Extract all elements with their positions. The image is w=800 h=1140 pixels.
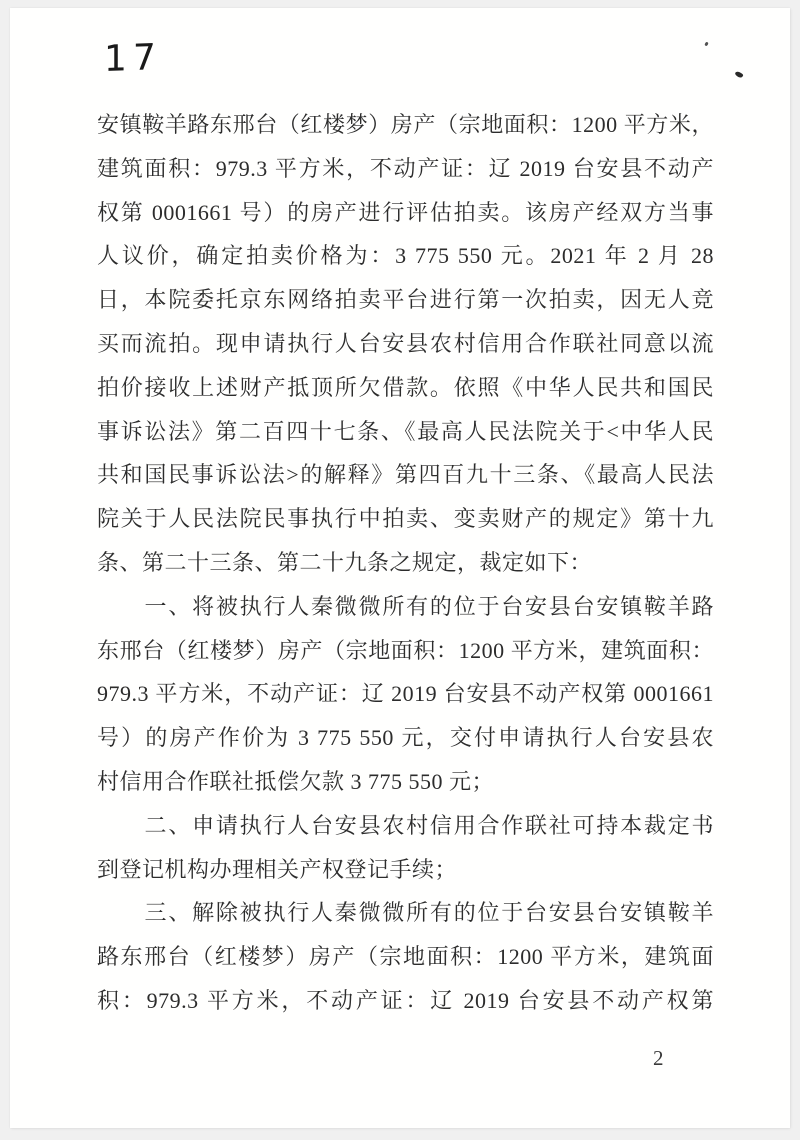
text-line: 安镇鞍羊路东邢台（红楼梦）房产（宗地面积：1200 平方米，: [97, 112, 714, 137]
text-line: 买而流拍。现申请执行人台安县农村信用合作联社同意以流: [97, 330, 714, 356]
text-line: 共和国民事诉讼法>的解释》第四百九十三条、《最高人民法: [97, 462, 714, 488]
text-line: 到登记机构办理相关产权登记手续；: [97, 856, 458, 882]
scan-speck-dot: [704, 42, 709, 47]
text-line: 条、第二十三条、第二十九条之规定，裁定如下：: [97, 549, 593, 575]
page-number: 2: [653, 1046, 665, 1070]
scan-speck-mark: [734, 70, 743, 79]
text-line: 东邢台（红楼梦）房产（宗地面积：1200 平方米，建筑面积：: [97, 637, 714, 663]
text-line: 院关于人民法院民事执行中拍卖、变卖财产的规定》第十九: [97, 506, 714, 532]
text-line: 建筑面积：979.3 平方米，不动产证：辽 2019 台安县不动产: [97, 155, 714, 181]
document-page: [10, 8, 790, 1128]
text-line-item-2: 二、申请执行人台安县农村信用合作联社可持本裁定书: [97, 812, 714, 838]
text-line: 路东邢台（红楼梦）房产（宗地面积：1200 平方米，建筑面: [97, 944, 714, 970]
text-line: 积：979.3 平方米，不动产证：辽 2019 台安县不动产权第: [97, 987, 714, 1013]
text-line: 979.3 平方米，不动产证：辽 2019 台安县不动产权第 0001661: [97, 681, 714, 707]
text-line: 事诉讼法》第二百四十七条、《最高人民法院关于<中华人民: [97, 418, 714, 444]
document-body: [97, 103, 714, 1023]
text-line: 拍价接收上述财产抵顶所欠借款。依照《中华人民共和国民: [97, 374, 714, 400]
text-line-item-3: 三、解除被执行人秦微微所有的位于台安县台安镇鞍羊: [97, 900, 714, 926]
text-line-item-1: 一、将被执行人秦微微所有的位于台安县台安镇鞍羊路: [97, 593, 714, 619]
text-line: 村信用合作联社抵偿欠款 3 775 550 元；: [97, 768, 495, 794]
text-line: 人议价，确定拍卖价格为：3 775 550 元。2021 年 2 月 28: [97, 243, 714, 269]
text-line: 号）的房产作价为 3 775 550 元，交付申请执行人台安县农: [97, 725, 714, 751]
text-line: 权第 0001661 号）的房产进行评估拍卖。该房产经双方当事: [97, 199, 714, 225]
handwritten-page-label: 17: [104, 36, 162, 81]
text-line: 日，本院委托京东网络拍卖平台进行第一次拍卖，因无人竞: [97, 287, 714, 313]
